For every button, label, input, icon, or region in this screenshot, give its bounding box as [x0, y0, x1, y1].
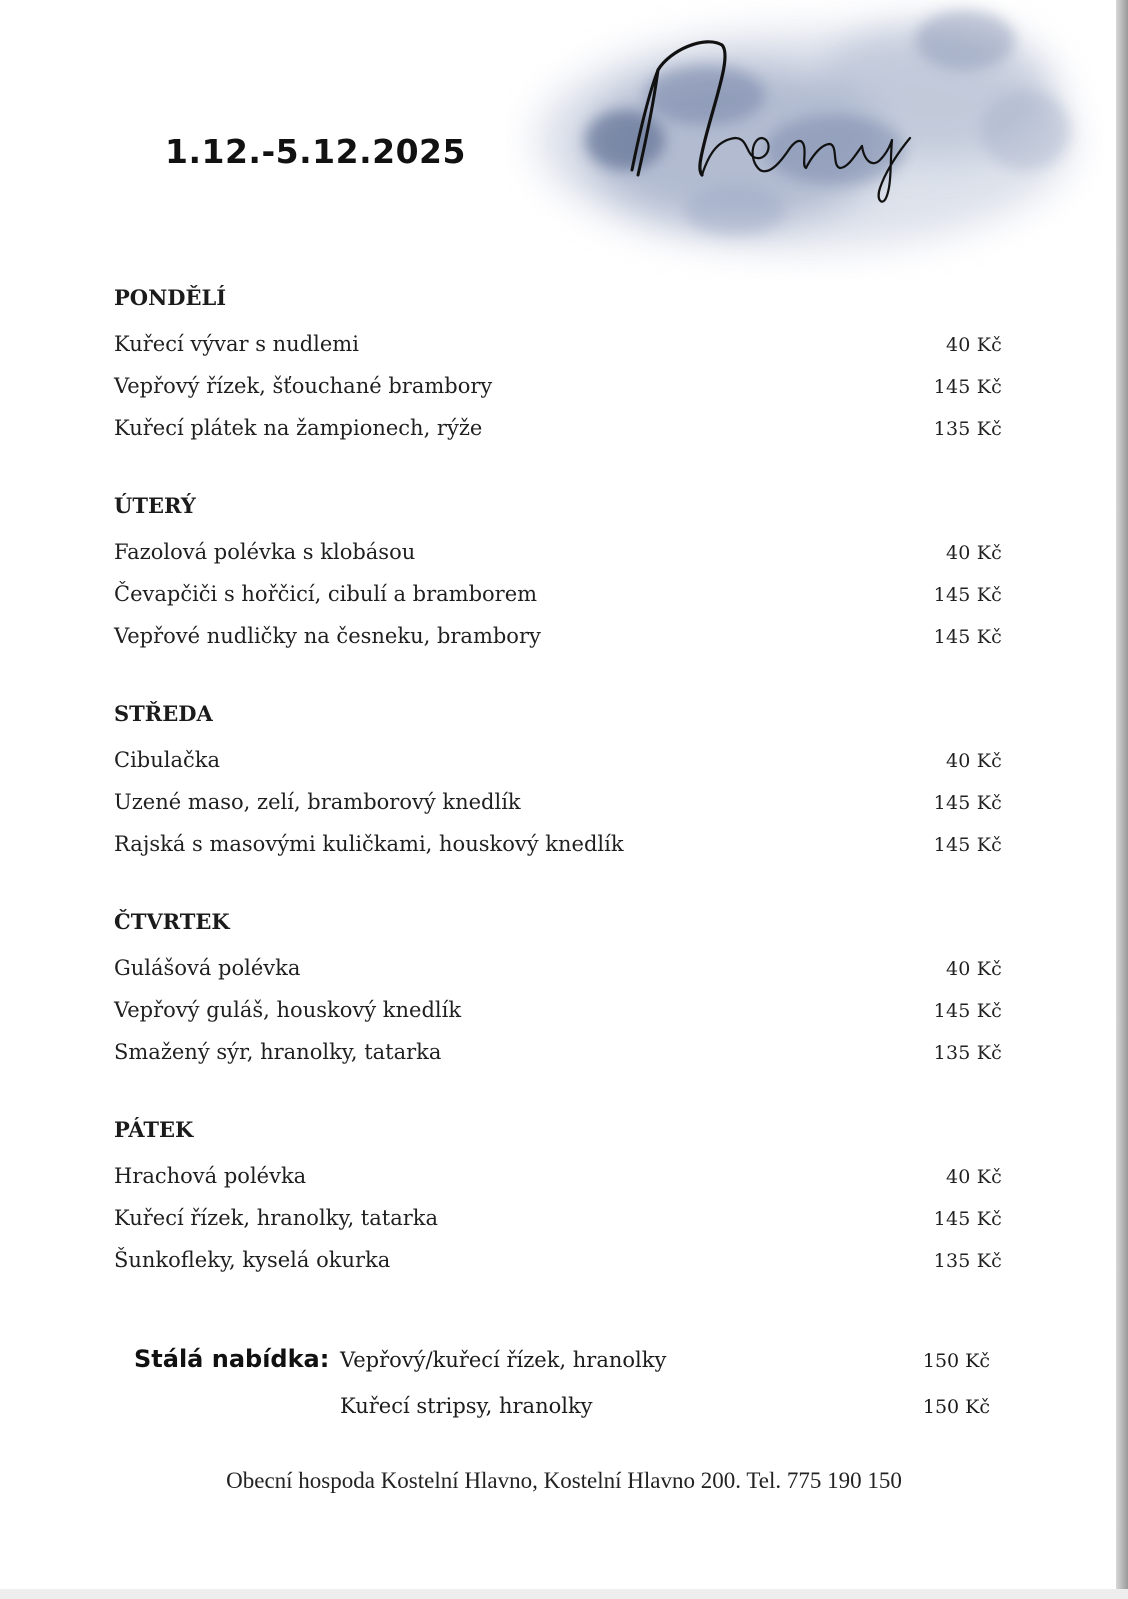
- dish-name: Kuřecí plátek na žampionech, rýže: [114, 416, 483, 440]
- menu-item-row: [114, 365, 1002, 407]
- dish-name: Hrachová polévka: [114, 1164, 307, 1188]
- dish-name: Kuřecí řízek, hranolky, tatarka: [114, 1206, 439, 1230]
- dish-price: 145 Kč: [933, 792, 1002, 814]
- menu-item-row: [114, 947, 1002, 989]
- dish-name: Vepřové nudličky na česneku, brambory: [114, 624, 541, 648]
- dish-price: 40 Kč: [945, 958, 1002, 980]
- dish-price: 145 Kč: [933, 834, 1002, 856]
- day-section: [114, 283, 1002, 449]
- dish-name: Kuřecí stripsy, hranolky: [340, 1394, 593, 1418]
- day-heading: ČTVRTEK: [114, 909, 230, 934]
- menu-item-row: [114, 323, 1002, 365]
- menu-item-row: [114, 989, 1002, 1031]
- menu-item-row: [114, 781, 1002, 823]
- menu-item-row: [114, 1155, 1002, 1197]
- footer-contact: Obecní hospoda Kostelní Hlavno, Kostelní Hlavno 200. Tel. 775 190 150: [226, 1468, 902, 1493]
- menu-item-row: [114, 1239, 1002, 1281]
- dish-price: 40 Kč: [945, 750, 1002, 772]
- standing-offer-row: [134, 1336, 990, 1383]
- weekly-menu: [114, 283, 1002, 1323]
- menu-title-text: [0, 0, 1, 1]
- day-heading: PÁTEK: [114, 1117, 194, 1142]
- dish-name: Čevapčiči s hořčicí, cibulí a bramborem: [114, 582, 538, 606]
- day-heading: PONDĚLÍ: [114, 285, 227, 310]
- menu-script-logo: [610, 20, 970, 210]
- dish-price: 145 Kč: [933, 584, 1002, 606]
- dish-name: Uzené maso, zelí, bramborový knedlík: [114, 790, 521, 814]
- page-edge-shadow: [1116, 0, 1128, 1599]
- dish-price: 135 Kč: [933, 1042, 1002, 1064]
- day-section: [114, 1115, 1002, 1281]
- dish-price: 145 Kč: [933, 626, 1002, 648]
- dish-name: Fazolová polévka s klobásou: [114, 540, 416, 564]
- dish-price: 145 Kč: [933, 1208, 1002, 1230]
- standing-offer-label: Stálá nabídka:: [134, 1345, 330, 1373]
- day-section: [114, 699, 1002, 865]
- menu-item-row: [114, 739, 1002, 781]
- day-heading: STŘEDA: [114, 701, 213, 726]
- menu-item-row: [114, 1031, 1002, 1073]
- menu-item-row: [114, 1197, 1002, 1239]
- dish-name: Vepřový guláš, houskový knedlík: [114, 998, 462, 1022]
- day-heading: ÚTERÝ: [114, 493, 196, 518]
- dish-name: Vepřový řízek, šťouchané brambory: [114, 374, 493, 398]
- dish-name: Šunkofleky, kyselá okurka: [114, 1248, 391, 1272]
- date-range: 1.12.-5.12.2025: [165, 132, 466, 171]
- day-section: [114, 491, 1002, 657]
- dish-price: 135 Kč: [933, 418, 1002, 440]
- dish-name: Kuřecí vývar s nudlemi: [114, 332, 359, 356]
- standing-offer-row: [134, 1383, 990, 1430]
- dish-name: Gulášová polévka: [114, 956, 301, 980]
- menu-item-row: [114, 823, 1002, 865]
- dish-price: 145 Kč: [933, 1000, 1002, 1022]
- menu-item-row: [114, 531, 1002, 573]
- dish-name: Smažený sýr, hranolky, tatarka: [114, 1040, 442, 1064]
- standing-offer: [134, 1336, 990, 1430]
- dish-price: 150 Kč: [922, 1396, 990, 1418]
- dish-price: 40 Kč: [945, 1166, 1002, 1188]
- dish-name: Cibulačka: [114, 748, 220, 772]
- menu-item-row: [114, 615, 1002, 657]
- menu-item-row: [114, 573, 1002, 615]
- page-bottom-edge: [0, 1589, 1128, 1599]
- dish-price: 135 Kč: [933, 1250, 1002, 1272]
- dish-name: Rajská s masovými kuličkami, houskový knedlík: [114, 832, 624, 856]
- dish-price: 145 Kč: [933, 376, 1002, 398]
- menu-item-row: [114, 407, 1002, 449]
- day-section: [114, 907, 1002, 1073]
- dish-price: 40 Kč: [945, 334, 1002, 356]
- dish-price: 150 Kč: [922, 1350, 990, 1372]
- dish-price: 40 Kč: [945, 542, 1002, 564]
- dish-name: Vepřový/kuřecí řízek, hranolky: [340, 1348, 667, 1372]
